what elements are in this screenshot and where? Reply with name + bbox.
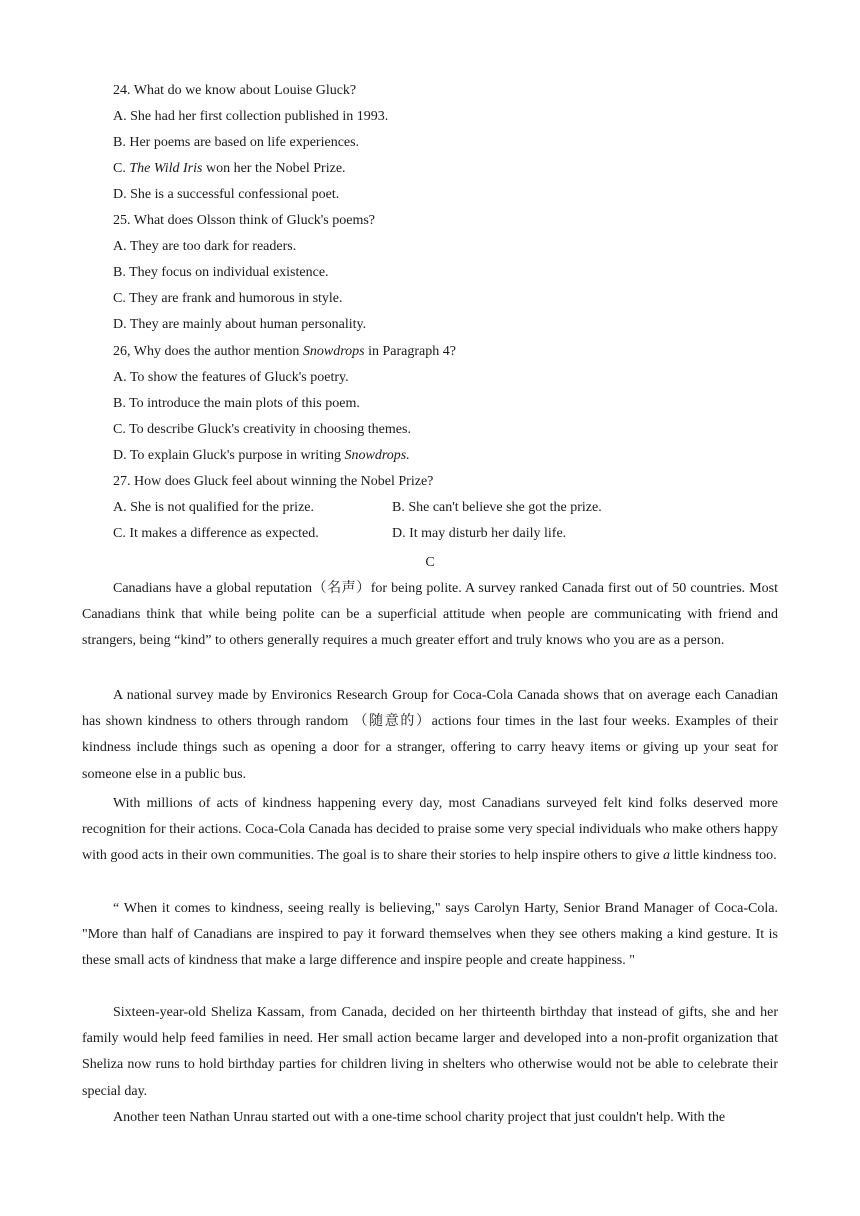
question-27-option-a: A. She is not qualified for the prize.	[113, 500, 315, 515]
question-24-stem: 24. What do we know about Louise Gluck?	[113, 83, 357, 98]
section-heading: C	[425, 555, 435, 570]
question-27-option-c: C. It makes a difference as expected.	[113, 526, 319, 541]
question-26-option-d	[113, 446, 813, 466]
question-24-option-d: D. She is a successful confessional poet.	[113, 187, 340, 202]
question-25-stem: 25. What does Olsson think of Gluck's poems?	[113, 213, 376, 228]
stem-text: 26, Why does the author mention	[113, 344, 303, 359]
question-25-option-b: B. They focus on individual existence.	[113, 265, 329, 280]
option-text: C.	[113, 161, 130, 176]
paragraph-2: A national survey made by Environics Research Group for Coca-Cola Canada shows that on average each Canadian has shown kindness to others through random （随意的）actions four times in the last four weeks. Examples of their kindness include things such as opening a door for a stranger, offering to carry heavy items or giving up your seat for someone else in a public bus.	[82, 688, 778, 782]
question-25-option-c: C. They are frank and humorous in style.	[113, 291, 343, 306]
stem-text: in Paragraph 4?	[364, 344, 456, 359]
question-27-stem: 27. How does Gluck feel about winning the Nobel Prize?	[113, 474, 434, 489]
paragraph-3	[82, 791, 778, 870]
question-25-option-d: D. They are mainly about human personality.	[113, 317, 367, 332]
poem-title: Snowdrops.	[344, 448, 410, 463]
option-text: won her the Nobel Prize.	[202, 161, 346, 176]
question-24-option-c	[113, 159, 813, 179]
question-24-option-a: A. She had her first collection published in 1993.	[113, 109, 389, 124]
question-27-option-d: D. It may disturb her daily life.	[392, 526, 567, 541]
question-26-option-c: C. To describe Gluck's creativity in choosing themes.	[113, 422, 411, 437]
question-26-option-b: B. To introduce the main plots of this poem.	[113, 396, 360, 411]
question-26-option-a: A. To show the features of Gluck's poetry.	[113, 370, 349, 385]
paragraph-text: little kindness too.	[670, 848, 777, 864]
paragraph-5: Sixteen-year-old Sheliza Kassam, from Canada, decided on her thirteenth birthday that instead of gifts, she and her family would help feed families in need. Her small action became larger and developed into a non-profit organization that Sheliza now runs to hold birthday parties for children living in shelters who otherwise would not be able to celebrate their special day.	[82, 1005, 778, 1099]
paragraph-1: Canadians have a global reputation（名声）for being polite. A survey ranked Canada first out of 50 countries. Most Canadians think that while being polite can be a superficial attitude when people are communicating with friend and strangers, being “kind” to others generally requires a much greater effort and truly knows who you are as a person.	[82, 581, 778, 649]
book-title: The Wild Iris	[129, 161, 203, 176]
italic-word: a	[663, 848, 671, 864]
question-27-option-b: B. She can't believe she got the prize.	[392, 500, 602, 515]
question-24-option-b: B. Her poems are based on life experiences.	[113, 135, 360, 150]
question-26-stem	[113, 342, 813, 362]
poem-title: Snowdrops	[302, 344, 365, 359]
paragraph-4: “ When it comes to kindness, seeing really is believing," says Carolyn Harty, Senior Brand Manager of Coca-Cola. "More than half of Canadians are inspired to pay it forward themselves when they see others making a kind gesture. It is these small acts of kindness that make a large difference and inspire people and create happiness. "	[82, 901, 778, 969]
option-text: D. To explain Gluck's purpose in writing	[113, 448, 345, 463]
question-25-option-a: A. They are too dark for readers.	[113, 239, 297, 254]
paragraph-text: With millions of acts of kindness happening every day, most Canadians surveyed felt kind folks deserved more recognition for their actions. Coca-Cola Canada has decided to praise some very special individuals who make others happy with good acts in their own communities. The goal is to share their stories to help inspire others to give	[82, 796, 778, 864]
paragraph-6: Another teen Nathan Unrau started out with a one-time school charity project that just couldn't help. With the	[113, 1110, 726, 1125]
